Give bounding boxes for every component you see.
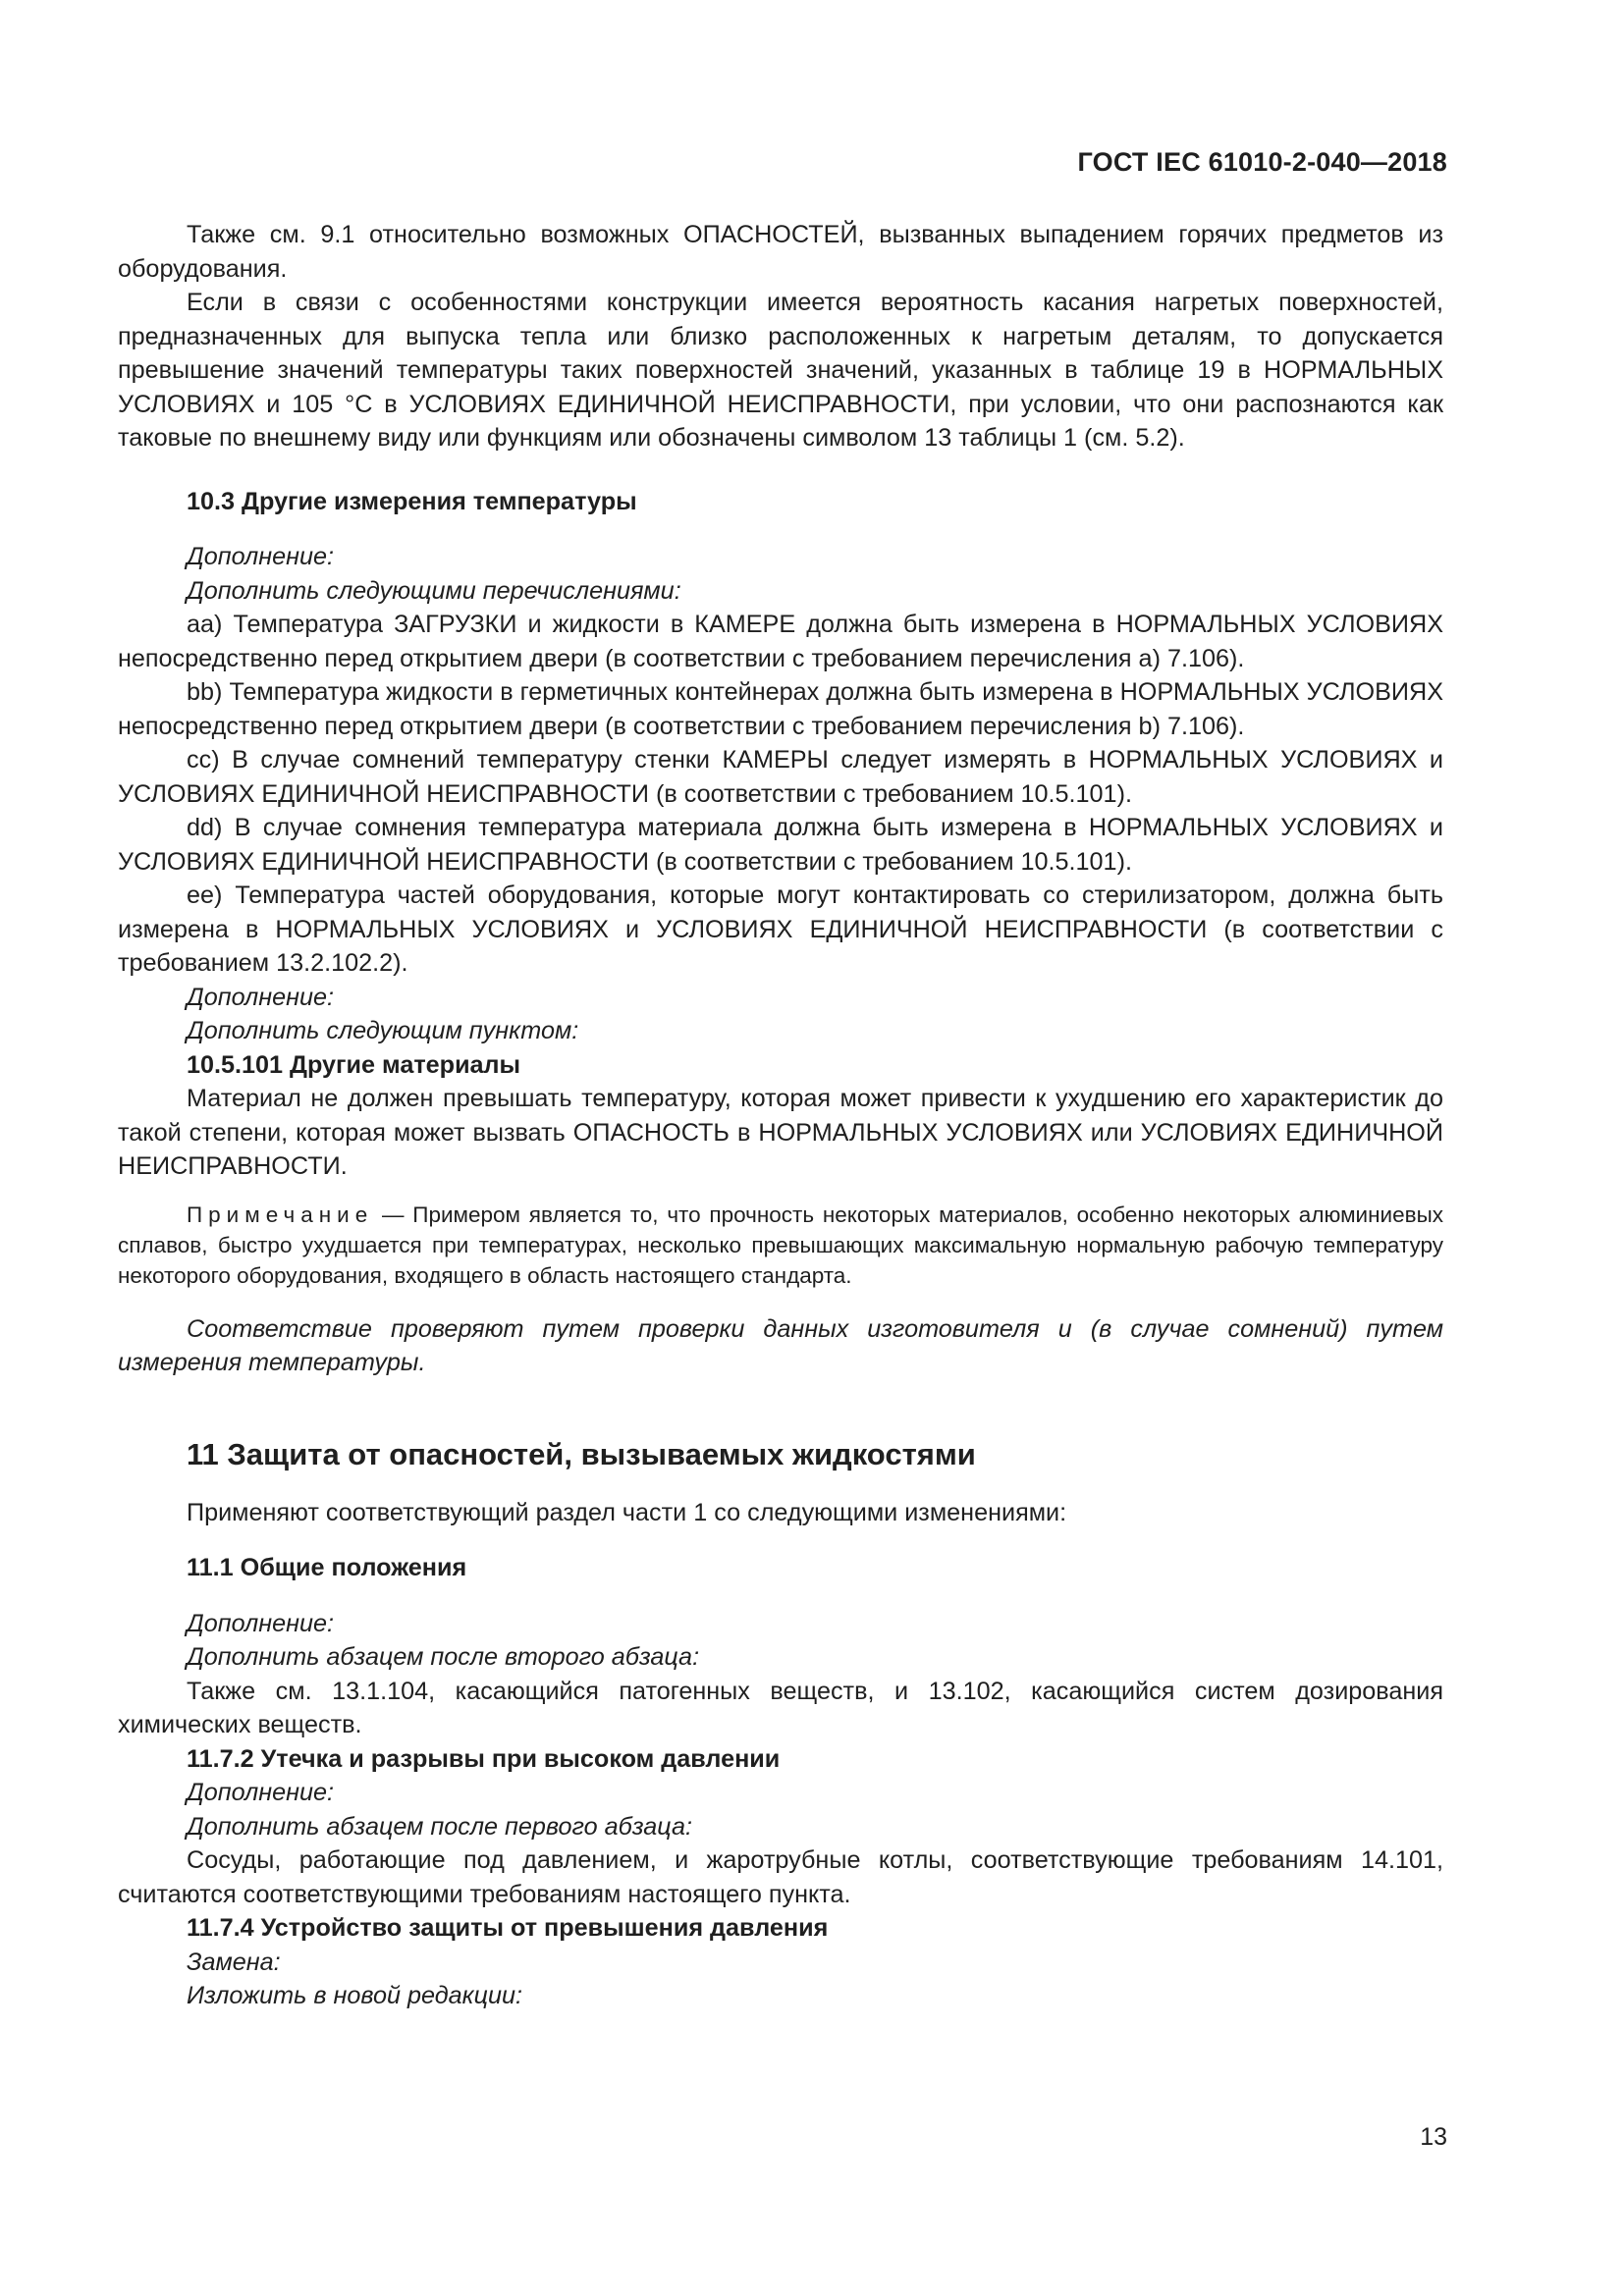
addition-instruction: Дополнить следующими перечислениями: xyxy=(187,576,681,605)
list-item-aa: аа) Температура ЗАГРУЗКИ и жидкости в КАМЕРЕ должна быть измерена в НОРМАЛЬНЫХ УСЛОВИЯХ непосредственно перед открытием двери (в соответствии с требованием перечисления а) 7.106). xyxy=(118,611,1443,672)
addition-label: Дополнение: xyxy=(187,1779,335,1806)
note-label: Примечание xyxy=(187,1201,374,1227)
paragraph-11-1: Также см. 13.1.104, касающийся патогенных веществ, и 13.102, касающийся систем дозирования химических веществ. xyxy=(118,1677,1443,1738)
heading-10-5-101: 10.5.101 Другие материалы xyxy=(187,1050,521,1079)
addition-instruction: Дополнить следующим пунктом: xyxy=(187,1017,579,1044)
heading-11-7-2: 11.7.2 Утечка и разрывы при высоком давлении xyxy=(187,1744,781,1773)
paragraph-heated-surfaces: Если в связи с особенностями конструкции имеется вероятность касания нагретых поверхностей, предназначенных для выпуска тепла или близко расположенных к нагретым деталям, то допускается превышение значений температуры таких поверхностей значений, указанных в таблице 19 в НОРМАЛЬНЫХ УСЛОВИЯХ и 105 °С в УСЛОВИЯХ ЕДИНИЧНОЙ НЕИСПРАВНОСТИ, при условии, что они распознаются как таковые по внешнему виду или функциям или обозначены символом 13 таблицы 1 (см. 5.2). xyxy=(118,289,1443,452)
list-item-ee: ее) Температура частей оборудования, которые могут контактировать со стерилизатором, должна быть измерена в НОРМАЛЬНЫХ УСЛОВИЯХ и УСЛОВИЯХ ЕДИНИЧНОЙ НЕИСПРАВНОСТИ (в соответствии с требованием 13.2.102.2). xyxy=(118,881,1443,977)
list-item-dd: dd) В случае сомнения температура материала должна быть измерена в НОРМАЛЬНЫХ УСЛОВИЯХ и УСЛОВИЯХ ЕДИНИЧНОЙ НЕИСПРАВНОСТИ (в соответствии с требованием 10.5.101). xyxy=(118,814,1443,876)
replacement-label: Замена: xyxy=(187,1948,281,1976)
heading-section-11: 11 Защита от опасностей, вызываемых жидкостями xyxy=(187,1436,976,1471)
addition-label: Дополнение: xyxy=(187,1609,335,1637)
addition-label: Дополнение: xyxy=(187,983,335,1011)
heading-11-7-4: 11.7.4 Устройство защиты от превышения давления xyxy=(187,1914,829,1942)
paragraph-see-9-1: Также см. 9.1 относительно возможных ОПАСНОСТЕЙ, вызванных выпадением горячих предметов из оборудования. xyxy=(118,221,1443,283)
list-item-cc: cc) В случае сомнений температуру стенки КАМЕРЫ следует измерять в НОРМАЛЬНЫХ УСЛОВИЯХ и УСЛОВИЯХ ЕДИНИЧНОЙ НЕИСПРАВНОСТИ (в соответствии с требованием 10.5.101). xyxy=(118,746,1443,808)
paragraph-section-11-intro: Применяют соответствующий раздел части 1 со следующими изменениями: xyxy=(187,1498,1067,1526)
paragraph-material: Материал не должен превышать температуру, которая может привести к ухудшению его характеристик до такой степени, которая может вызвать ОПАСНОСТЬ в НОРМАЛЬНЫХ УСЛОВИЯХ или УСЛОВИЯХ ЕДИНИЧНОЙ НЕИСПРАВНОСТИ. xyxy=(118,1085,1443,1180)
addition-label: Дополнение: xyxy=(187,543,335,570)
page-number: 13 xyxy=(1420,2123,1447,2151)
page-content xyxy=(118,218,1443,2013)
note xyxy=(118,1200,1443,1291)
replacement-instruction: Изложить в новой редакции: xyxy=(187,1982,522,2009)
heading-11-1: 11.1 Общие положения xyxy=(187,1554,467,1581)
heading-10-3: 10.3 Другие измерения температуры xyxy=(187,487,637,515)
note-text: — Примером является то, что прочность некоторых материалов, особенно некоторых алюминиевых сплавов, быстро ухудшается при температурах, несколько превышающих максимальную нормальную рабочую температуру некоторого оборудования, входящего в область настоящего стандарта. xyxy=(118,1201,1443,1288)
addition-instruction: Дополнить абзацем после первого абзаца: xyxy=(187,1812,692,1841)
document-code-header: ГОСТ IEC 61010-2-040—2018 xyxy=(1077,147,1447,177)
compliance-statement: Соответствие проверяют путем проверки данных изготовителя и (в случае сомнений) путем измерения температуры. xyxy=(118,1314,1443,1376)
addition-instruction: Дополнить абзацем после второго абзаца: xyxy=(187,1643,700,1671)
paragraph-11-7-2: Сосуды, работающие под давлением, и жаротрубные котлы, соответствующие требованиям 14.101, считаются соответствующими требованиям настоящего пункта. xyxy=(118,1846,1443,1908)
list-item-bb: bb) Температура жидкости в герметичных контейнерах должна быть измерена в НОРМАЛЬНЫХ УСЛОВИЯХ непосредственно перед открытием двери (в соответствии с требованием перечисления b) 7.106). xyxy=(118,678,1443,740)
